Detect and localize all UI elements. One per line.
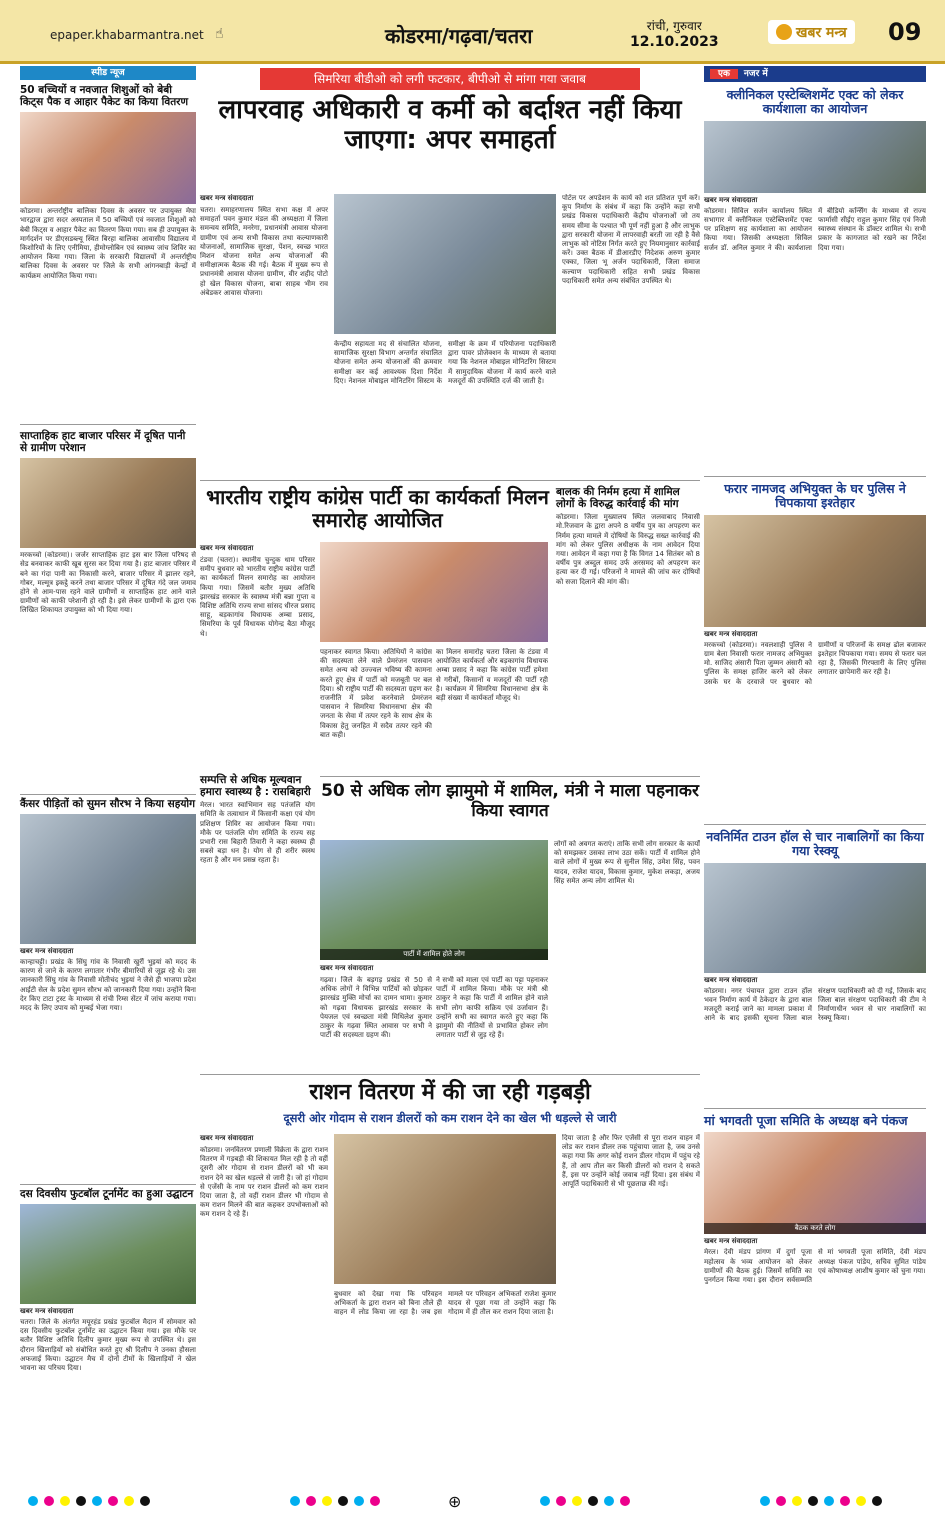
cursor-icon: ☝ xyxy=(215,26,224,42)
congress-body-col1: टंडवा (चतरा)। स्थानीय चुन्दुक धाम परिसर समीप बुधवार को भारतीय राष्ट्रीय कांग्रेस पार्टी का कार्यकर्ता मिलन समारोह का आयोजन किया गया। जिसमें बतौर मुख्य अतिथि झारखंड सरकार के स्वास्थ्य मंत्री बन्ना गुप्ता व विशिष्ट अतिथि राज्य सभा सांसद धीरज प्रसाद साहू, बड़कागांव विधायक अम्बा प्रसाद, सिमरिया के पूर्व विधायक योगेन्द्र बैठा मौजूद थे। xyxy=(200,556,315,638)
city-day: रांची, गुरुवार xyxy=(646,19,702,33)
divider xyxy=(20,1184,196,1185)
story-byline: खबर मन्त्र संवाददाता xyxy=(704,975,758,984)
date-block xyxy=(630,18,719,50)
story-byline: खबर मन्त्र संवाददाता xyxy=(20,947,74,956)
registration-crosshair-icon: ⊕ xyxy=(448,1492,462,1511)
jmm-body-col1: गढ़वा। जिले के बड़गड़ प्रखंड से 50 से अधिक लोगों ने विभिन्न पार्टियों को छोड़कर झारखंड मुक्ति मोर्चा का दामन थामा। कुमार को गढ़वा विधायक झारखंड सरकार के पेयजल एवं स्वच्छता मंत्री मिथिलेश कुमार ठाकुर के गढ़वा स्थित आवास पर सभी ने पार्टी की सदस्यता ग्रहण की। xyxy=(320,976,432,1040)
story-byline: खबर मन्त्र संवाददाता xyxy=(20,1307,74,1316)
middle-column xyxy=(200,66,700,1517)
congress-photo xyxy=(320,542,548,642)
story-photo xyxy=(20,112,196,204)
story-body: मेरल। भारत स्वाभिमान सह पतंजलि योग समिति के तत्वाधान में किसानी कक्षा एवं योग प्रशिक्षण शिविर का आयोजन किया गया। मौके पर पतंजलि योग समिति के राज्य सह प्रभारी रास बिहारी तिवारी ने कहा स्वस्थ्य ही सबसे बड़ा धन है। योग से ही शरीर स्वस्थ रहता है और मन प्रसन्न रहता है। xyxy=(200,801,315,865)
tag-ek: एक xyxy=(710,69,738,79)
story-headline: नवनिर्मित टाउन हॉल से चार नाबालिगों का किया गया रेस्क्यू xyxy=(706,829,924,859)
story-poster xyxy=(704,482,926,811)
jmm-byline: खबर मन्त्र संवाददाता xyxy=(320,964,374,972)
story-baby-kits xyxy=(20,84,196,357)
story-body: कोडरमा। जिला मुख्यालय स्थित जलवाबाद निवासी मो.रिजवान के द्वारा अपने 8 वर्षीय पुत्र का अपहरण कर निर्मम हत्या मामले में दोषियों के विरुद्ध सख्त कार्रवाई की मांग को लेकर पुलिस अधीक्षक के नाम आवेदन दिया गया। आवेदन में कहा गया है कि विगत 14 सितंबर को 8 वर्षीय पुत्र अब्दुल समद उर्फ अरसमद को अपहरण कर हत्या कर दी गई। परिजनों ने मामले की जांच कर दोषियों को सजा दिलाने की मांग की। xyxy=(556,513,700,586)
congress-headline: भारतीय राष्ट्रीय कांग्रेस पार्टी का कार्यकर्ता मिलन समारोह आयोजित xyxy=(206,485,549,532)
ration-body-col1: कोडरमा। जनवितरण प्रणाली विक्रेता के द्वारा राशन वितरण में गड़बड़ी की शिकायत मिल रही है तो वहीं दूसरी ओर गोदाम से राशन डीलरों को भी कम राशन देने का खेल धड़ल्ले से जारी है। जो हां गोदाम से एजेंसी के नाम पर राशन डीलरों को कम राशन दिया जाता है, तो वहीं राशन डीलर भी गोदाम से कम राशन मिलने की बात कहकर उपभोक्ताओं को कम राशन दे रहे हैं। xyxy=(200,1146,328,1219)
story-photo xyxy=(704,121,926,193)
jmm-body-col3: लोगों को अवगत कराएं। ताकि सभी लोग सरकार के कार्यों को समझकर उसका लाभ उठा सकें। पार्टी में शामिल होने वाले लोगों में मुख्य रूप से सुनील सिंह, उमेश सिंह, पवन यादव, राजेश यादव, विकास कुमार, मुकेश लकड़ा, अजय सिंह समेत अन्य लोग शामिल थे। xyxy=(554,840,700,885)
story-headline: फरार नामजद अभियुक्त के घर पुलिस ने चिपकाया इश्तेहार xyxy=(724,481,906,511)
story-body: कान्हाचट्टी। प्रखंड के सिंघु गांव के निवासी खुर्री भुइयां को मदद के कारण से जाने के कारण लगातार गंभीर बीमारियों से जूझ रहे थे। उस जानकारी सिंघु गांव के निवासी मोतीचंद भुइयां ने जैसे ही भाजपा प्रदेश आईटी सेल के प्रदेश सुमन सौरभ को जानकारी दिया गया। उन्होंने बिना देर किए टाटा ट्रस्ट के माध्यम से रांची रिम्स सेंटर में जांच कराया गया। मदद के लिए उपाय को मुम्बई भेजा गया। xyxy=(20,958,196,1013)
print-registration-strip xyxy=(0,1488,945,1517)
divider xyxy=(704,1108,926,1109)
epaper-url[interactable]: epaper.khabarmantra.net xyxy=(50,28,204,42)
color-dots-mid-left xyxy=(290,1496,380,1506)
right-column xyxy=(704,66,926,1517)
jmm-headline: 50 से अधिक लोग झामुमो में शामिल, मंत्री ने माला पहनाकर किया स्वागत xyxy=(321,781,699,821)
story-byline: खबर मन्त्र संवाददाता xyxy=(704,629,758,638)
story-photo xyxy=(704,515,926,627)
story-clinical-act xyxy=(704,88,926,437)
story-cancer-help xyxy=(20,798,196,1146)
brand-name: खबर मन्त्र xyxy=(796,24,847,41)
ration-subhead: दूसरी ओर गोदाम से राशन डीलरों को कम राशन देने का खेल भी धड़ल्ले से जारी xyxy=(283,1111,617,1125)
story-headline: 50 बच्चियों व नवजात शिशुओं को बेबी किट्स पैक व आहार पैकेट का किया वितरण xyxy=(20,84,189,109)
story-body: मेरल। देवी मंडप प्रांगण में दुर्गा पूजा महोत्सव के भव्य आयोजन को लेकर ग्रामीणों की बैठक हुई। जिसमें समिति का पुनर्गठन किया गया। इस दौरान सर्वसम्मति से मां भगवती पूजा समिति, देवी मंडप अध्यक्ष पंकज पांडेय, सचिव सुमित पांडेय एवं कोषाध्यक्ष आशीष कुमार को चुना गया। xyxy=(704,1248,926,1284)
ration-body-col2: बुधवार को देखा गया कि परिवहन अभिकर्ता के द्वारा राशन को बिना तौले ही वाहन में लोड किया जा रहा है। जब इस मामले पर परिवहन अभिकर्ता राजेश कुमार यादव से पूछा गया तो उन्होंने कहा कि गोदाम में ही तौल कर राशन दिया जाता है। xyxy=(334,1290,556,1317)
story-headline: दस दिवसीय फुटबॉल टूर्नामेंट का हुआ उद्घाटन xyxy=(20,1188,194,1200)
story-photo xyxy=(20,458,196,548)
photo-caption: पार्टी में शामिल होते लोग xyxy=(320,949,548,960)
masthead-bar xyxy=(0,0,945,64)
story-haat-water xyxy=(20,430,196,711)
color-dots-mid-right xyxy=(540,1496,630,1506)
ration-byline: खबर मन्त्र संवाददाता xyxy=(200,1134,254,1142)
lead-body-col3: पोर्टल पर अपडेशन के कार्य को शत प्रतिशत पूर्ण करें। कूप निर्माण के संबंध में कहा कि उन्होंने कहा सभी प्रखंड विकास पदाधिकारी केंद्रीय योजनाओं जो तय समय सीमा के पश्चात भी पूर्ण नहीं हुआ है और लाभुक द्वारा सरकारी योजना में लापरवाही बरती जा रही है वैसे लाभुक को नोटिस निर्गत करते हुए नियमानुसार कार्रवाई करें। उक्त बैठक में डीआरडीए निदेशक अरुण कुमार एक्का, जिला भू अर्जन पदाधिकारी, जिला समाज कल्याण पदाधिकारी सहित सभी प्रखंड विकास पदाधिकारी समेत अन्य संबंधित उपस्थित थे। xyxy=(562,194,700,285)
ration-body-col3: दिया जाता है और फिर एजेंसी से पूरा राशन वाहन में लोड कर राशन डीलर तक पहुंचाया जाता है, जब उनसे कहा गया कि अगर कोई राशन डीलर गोदाम में पहुंच रहे हैं, तो आप तौल कर किसी डीलरों को राशन दे सकते हैं, इस पर उन्होंने कोई जवाब नहीं दिया। इस संबंध में आपूर्ति पदाधिकारी से भी पूछताछ की गई। xyxy=(562,1134,700,1189)
story-body: मरकच्चो (कोडरमा)। नवलशाही पुलिस ने ग्राम बेला निवासी फरार नामजद अभियुक्त मो. साजिद अंसारी पिता जुम्मन अंसारी को पुलिस के समक्ष हाजिर करने को लेकर उसके घर के दरवाजे पर बुधवार को ग्रामीणों व परिजनों के समक्ष ढोल बजाकर इश्तेहार चिपकाया गया। समय से फरार चल रहा है, जिसकी गिरफ्तारी के लिए पुलिस लगातार छापेमारी कर रही है। xyxy=(704,640,926,686)
story-headline: मां भगवती पूजा समिति के अध्यक्ष बने पंकज xyxy=(704,1113,908,1128)
tag-nazar: नजर में xyxy=(743,69,768,79)
divider xyxy=(704,824,926,825)
story-headline: सम्पत्ति से अधिक मूल्यवान हमारा स्वास्थ्य है : रासबिहारी xyxy=(200,774,311,799)
divider xyxy=(20,794,196,795)
story-headline: बालक की निर्मम हत्या में शामिल लोगों के विरुद्ध कार्रवाई की मांग xyxy=(556,486,680,511)
ration-photo xyxy=(334,1134,556,1284)
story-body: कोडरमा। सिविल सर्जन कार्यालय स्थित सभागार में क्लीनिकल एस्टेब्लिशमेंट एक्ट पर प्रशिक्षण सह कार्यशाला का आयोजन किया गया। जिसकी अध्यक्षता सिविल सर्जन डॉ. अनिल कुमार ने की। कार्यशाला में बीडियो कर्न्सिंग के माध्यम से राज्य फार्मासी सीईए राहुल कुमार सिंह एवं निजी स्वास्थ्य संस्थान के डॉक्टर शामिल थे। सभी प्रकार के कागजात को रखने का निर्देश दिया गया। xyxy=(704,206,926,252)
story-photo xyxy=(704,1132,926,1234)
ek-nazar-tag xyxy=(704,66,926,82)
congress-body-col2: पहनाकर स्वागत किया। अतिथियों ने कांग्रेस की सदस्यता लेने वाले प्रेमरंजन पासवान समेत अन्य को उज्ज्वल भविष्य की कामना करते हुए क्षेत्र में पार्टी को मजबूती पर बल दिया। श्री राष्ट्रीय पार्टी की सदस्यता ग्रहण कर राजनीति में प्रवेश करनेवाले प्रेमरंजन पासवान ने सिमरिया विधानसभा क्षेत्र की जनता के सेवा में तत्पर रहने के साथ क्षेत्र के विकास हेतु जनहित में सदैव तत्पर रहने की बात कही। xyxy=(320,648,432,739)
divider xyxy=(200,1074,700,1075)
kicker-banner: सिमरिया बीडीओ को लगी फटकार, बीपीओ से मांगा गया जवाब xyxy=(260,68,640,90)
congress-body-col3: का मिलन समारोह चतरा जिला के टंडवा में आयोजित कार्यकर्ता और बड़कागांव विधायक अम्बा प्रसाद ने कहा कि कांग्रेस पार्टी हमेशा से गरीबों, किसानों व मजदूरों की पार्टी रही है। कार्यक्रम में सिमरिया विधानसभा क्षेत्र के बड़ी संख्या में कार्यकर्ता मौजूद थे। xyxy=(436,648,548,703)
story-football xyxy=(20,1188,196,1498)
story-photo xyxy=(20,1204,196,1304)
congress-byline: खबर मन्त्र संवाददाता xyxy=(200,544,254,552)
left-column xyxy=(20,66,196,1517)
story-byline: खबर मन्त्र संवाददाता xyxy=(704,1237,758,1246)
color-dots-left xyxy=(28,1496,150,1506)
brand-mark-icon xyxy=(776,24,792,40)
story-body: मरकच्चो (कोडरमा)। जर्जर साप्ताहिक हाट इस बार जिला परिषद से सेड बनवाकर काफी खूब सुरस कर दिया गया है। हाट बाजार परिसर में बने का गंदा पानी का निकासी करने, बाजार परिसर में झालर रहने, गोबर, मल्मूत्र इकट्ठे करने तथा बाजार परिसर में दूषित गंदे जल जमाव होने से आम-पास रहने वाले ग्रामीणों व साप्ताहिक हाट आने वाले ग्रामीणों को काफी परेशानी हो रही है। इसे लेकर ग्रामीणों के द्वारा एक लिखित शिकायत उपायुक्त को भी दिया गया। xyxy=(20,551,196,615)
lead-body-col1: चतरा। समाहरणालय स्थित सभा कक्ष में अपर समाहर्ता पवन कुमार मंडल की अध्यक्षता में जिला समन्वय समिति, मनरेगा, प्रधानमंत्री आवास योजना ग्रामीण एवं अन्य सभी विकास तथा कल्याणकारी योजनाओं, सामाजिक सुरक्षा, पेंशन, स्वच्छ भारत मिशन योजना समेत अन्य योजनाओं की समीक्षात्मक बैठक की गई। बैठक में मुख्य रूप से प्रधानमंत्री आवास योजना ग्रामीण, वीर शहीद पोटो हो खेल विकास योजना, बाबा साहब भीम राव अंबेडकर आवास योजना। xyxy=(200,206,328,297)
brand-logo xyxy=(768,20,855,44)
jmm-photo xyxy=(320,840,548,960)
story-body: कोडरमा। अन्तर्राष्ट्रीय बालिका दिवस के अवसर पर उपायुक्त मेघा भारद्वाज द्वारा सदर अस्पताल में 50 बच्चियों एवं नवजात शिशुओं को बेबी किट्स व आहार पैकेट का वितरण किया गया। सब ही उपायुक्त के मार्गदर्शन पर डीएसडब्ल्यू स्थित बिरहा बालिका आवासीय विद्यालय में किशोरियों के लिए एनीमिया, हीमोग्लोबिन एवं स्वास्थ्य जांच शिविर का आयोजन किया गया। जिला के सरकारी विद्यालयों में अन्तर्राष्ट्रीय बालिका दिवस के अवसर पर जिले के सभी आंगनबाड़ी केन्द्रों में कार्यक्रम आयोजित किया गया। xyxy=(20,207,196,280)
issue-date: 12.10.2023 xyxy=(630,34,719,50)
story-headline: कैंसर पीड़ितों को सुमन सौरभ ने किया सहयोग xyxy=(20,798,196,810)
lead-byline: खबर मन्त्र संवाददाता xyxy=(200,194,254,202)
divider xyxy=(320,776,700,777)
divider xyxy=(200,480,700,481)
divider xyxy=(20,424,196,425)
story-headline: क्लीनिकल एस्टेब्लिशमेंट एक्ट को लेकर कार्यशाला का आयोजन xyxy=(726,87,904,117)
story-photo xyxy=(704,863,926,973)
story-health xyxy=(200,774,315,1091)
story-puja-samiti xyxy=(704,1114,926,1498)
lead-body-col2: केन्द्रीय सहायता मद से संचालित योजना, सामाजिक सुरक्षा विभाग अन्तर्गत संचालित योजना समेत अन्य योजनाओं की क्रमवार समीक्षा कर कई आवश्यक दिशा निर्देश दिए। नेशनल मोबाइल मोनिटरिंग सिस्टम के समीक्षा के क्रम में परियोजना पदाधिकारी द्वारा पावर प्रोजेक्शन के माध्यम से बताया गया कि नेशनल मोबाइल मोनिटरिंग सिस्टम में सामुदायिक योजना में कार्य करने वाले मजदूरों की उपस्थिति दर्ज की जाती है। xyxy=(334,340,556,385)
jmm-body-col2: ने सभी को माला एवं पार्टी का पट्टा पहनाकर पार्टी में शामिल किया। मौके पर मंत्री श्री ठाकुर ने कहा कि पार्टी में शामिल होने वाले सभी लोग काफी सक्रिय एवं उर्जावान हैं। उन्होंने सभी का स्वागत करते हुए कहा कि झामुमो की नीतियों से प्रभावित होकर लोग लगातार पार्टी से जुड़ रहे हैं। xyxy=(436,976,548,1040)
speed-news-tag: स्पीड न्यूज xyxy=(20,66,196,80)
story-boy-murder xyxy=(556,486,700,753)
lead-headline: लापरवाह अधिकारी व कर्मी को बर्दाश्त नहीं किया जाएगा: अपर समाहर्ता xyxy=(218,95,682,155)
story-photo xyxy=(20,814,196,944)
story-body: चतरा। जिले के अंतर्गत मयूरहंड प्रखंड फुटबॉल मैदान में सोमवार को दस दिवसीय फुटबॉल टूर्नामेंट का उद्घाटन किया गया। इस मौके पर बतौर विशिष्ट अतिथि दिलीप कुमार मुख्य रूप से उपस्थित थे। इस दौरान खिलाड़ियों को संबोधित करते हुए श्री दिलीप ने उनका हौसला अफजाई किया। उद्घाटन मैच में दोनों टीमों के खिलाड़ियों ने खेल भावना का परिचय दिया। xyxy=(20,1318,196,1373)
story-byline: खबर मन्त्र संवाददाता xyxy=(704,195,758,204)
story-body: कोडरमा। नगर पंचायत द्वारा टाउन हॉल भवन निर्माण कार्य में ठेकेदार के द्वारा बाल मजदूरी कराई जाने का मामला प्रकाश में आने के बाद इसकी सूचना जिला बाल संरक्षण पदाधिकारी को दी गई, जिसके बाद जिला बाल संरक्षण पदाधिकारी की टीम ने निर्माणाधीन भवन से चार नाबालिगों का रेस्क्यू किया। xyxy=(704,986,926,1023)
color-dots-right xyxy=(760,1496,882,1506)
story-headline: साप्ताहिक हाट बाजार परिसर में दूषित पानी से ग्रामीण परेशान xyxy=(20,430,186,455)
ration-headline: राशन वितरण में की जा रही गड़बड़ी xyxy=(309,1080,591,1105)
edition-title: कोडरमा/गढ़वा/चतरा xyxy=(385,24,533,48)
lead-photo xyxy=(334,194,556,334)
story-rescue xyxy=(704,830,926,1081)
page-number: 09 xyxy=(888,18,922,46)
divider xyxy=(704,476,926,477)
photo-caption: बैठक करते लोग xyxy=(704,1223,926,1234)
